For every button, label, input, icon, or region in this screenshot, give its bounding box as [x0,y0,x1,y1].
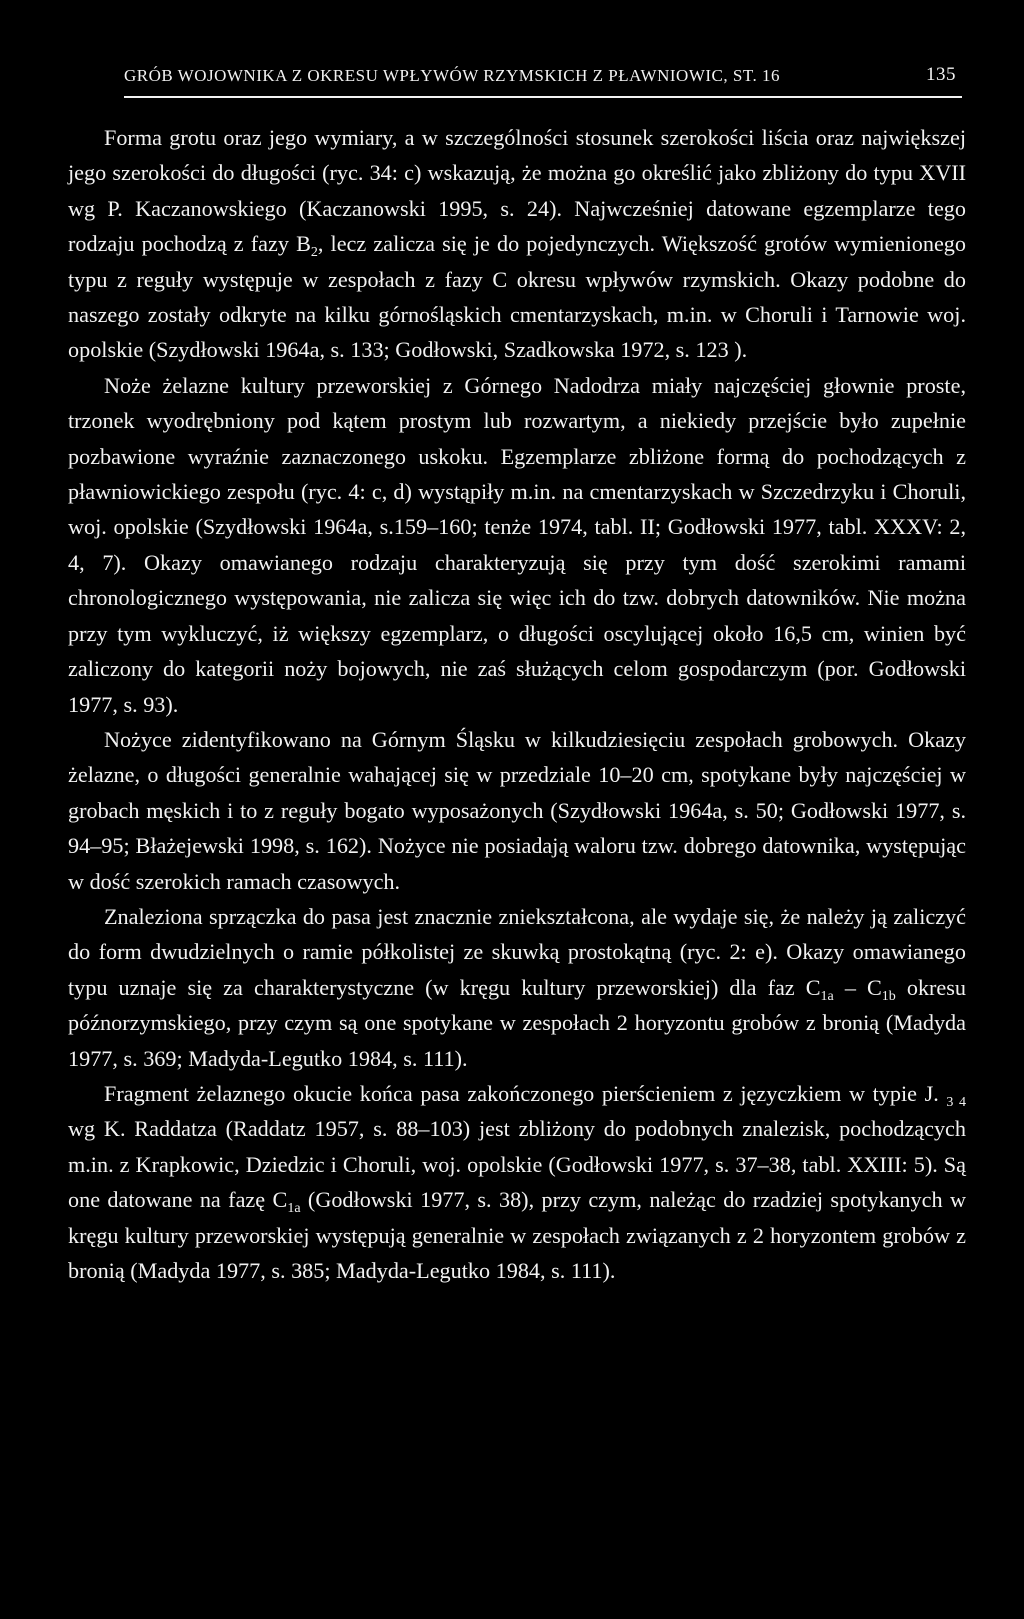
text-run: Fragment żelaznego okucie końca pasa zakończonego pierścieniem z języczkiem w typie J. [104,1080,947,1106]
paragraph-belt-fitting [68,1076,966,1288]
body-text [68,120,966,1288]
subscript: 3 4 [946,1094,966,1110]
text-run: , lecz zalicza się je do pojedynczych. Większość grotów wymienionego typu z reguły występuje w zespołach z fazy C okresu wpływów rzymskich. Okazy podobne do naszego zostały odkryte na kilku górnośląskich cmentarzyskach, m.in. w Choruli i Tarnowie woj. opolskie (Szydłowski 1964a, s. 133; Godłowski, Szadkowska 1972, s. 123 ). [68,231,966,363]
text-run: (Godłowski 1977, s. 38), przy czym, należąc do rzadziej spotykanych w kręgu kultury przeworskiej występują generalnie w zespołach związanych z 2 horyzontem grobów z bronią (Madyda 1977, s. 385; Madyda-Legutko 1984, s. 111). [68,1187,966,1283]
text-run: Nożyce zidentyfikowano na Górnym Śląsku w kilkudziesięciu zespołach grobowych. Okazy żelazne, o długości generalnie wahającej się w przedziale 10–20 cm, spotykane były najczęściej w grobach męskich i to z reguły bogato wyposażonych (Szydłowski 1964a, s. 50; Godłowski 1977, s. 94–95; Błażejewski 1998, s. 162). Nożyce nie posiadają waloru tzw. dobrego datownika, występując w dość szerokich ramach czasowych. [68,726,966,894]
paragraph-spear-point [68,120,966,368]
text-run: Znaleziona sprzączka do pasa jest znacznie zniekształcona, ale wydaje się, że należy ją zaliczyć do form dwudzielnych o ramie półkolistej ze skuwką prostokątną (ryc. 2: e). Okazy omawianego typu uznaje się za charakterystyczne (w kręgu kultury przeworskiej) dla faz C [68,903,966,1000]
subscript: 1a [820,988,834,1004]
paragraph-knives [68,368,966,722]
running-title: GRÓB WOJOWNIKA Z OKRESU WPŁYWÓW RZYMSKICH Z PŁAWNIOWIC, ST. 16 [124,66,780,85]
paragraph-shears [68,722,966,899]
page-number: 135 [926,64,956,85]
text-run: Noże żelazne kultury przeworskiej z Górnego Nadodrza miały najczęściej głownie proste, trzonek wyodrębniony pod kątem prostym lub rozwartym, a niekiedy przejście było zupełnie pozbawione wyraźnie zaznaczonego uskoku. Egzemplarze zbliżone formą do pochodzących z pławniowickiego zespołu (ryc. 4: c, d) wystąpiły m.in. na cmentarzyskach w Szczedrzyku i Choruli, woj. opolskie (Szydłowski 1964a, s.159–160; tenże 1974, tabl. II; Godłowski 1977, tabl. XXXV: 2, 4, 7). Okazy omawianego rodzaju charakteryzują się przy tym dość szerokimi ramami chronologicznego występowania, nie zalicza się więc ich do tzw. dobrych datowników. Nie można przy tym wykluczyć, iż większy egzemplarz, o długości oscylującej około 16,5 cm, winien być zaliczony do kategorii noży bojowych, nie zaś służących celom gospodarczym (por. Godłowski 1977, s. 93). [68,372,966,717]
running-header [124,62,962,98]
text-run: Forma grotu oraz jego wymiary, a w szczególności stosunek szerokości liścia oraz największej jego szerokości do długości (ryc. 34: c) wskazują, że można go określić jako zbliżony do typu XVII wg P. Kaczanowskiego (Kaczanowski 1995, s. 24). Najwcześniej datowane egzemplarze tego rodzaju pochodzą z fazy B [68,125,966,257]
subscript: 1b [881,988,896,1004]
paragraph-buckle [68,899,966,1076]
text-run: wg K. Raddatza (Raddatz 1957, s. 88–103) jest zbliżony do podobnych znalezisk, pochodzących m.in. z Krapkowic, Dziedzic i Choruli, woj. opolskie (Godłowski 1977, s. 37–38, tabl. XXIII: 5). Są one datowane na fazę C [68,1116,966,1213]
subscript: 1a [287,1201,301,1217]
text-run: okresu późnorzymskiego, przy czym są one spotykane w zespołach 2 horyzontu grobów z bronią (Madyda 1977, s. 369; Madyda-Legutko 1984, s. 111). [68,974,966,1071]
subscript: 2 [310,245,318,261]
text-run: – C [833,974,882,1000]
